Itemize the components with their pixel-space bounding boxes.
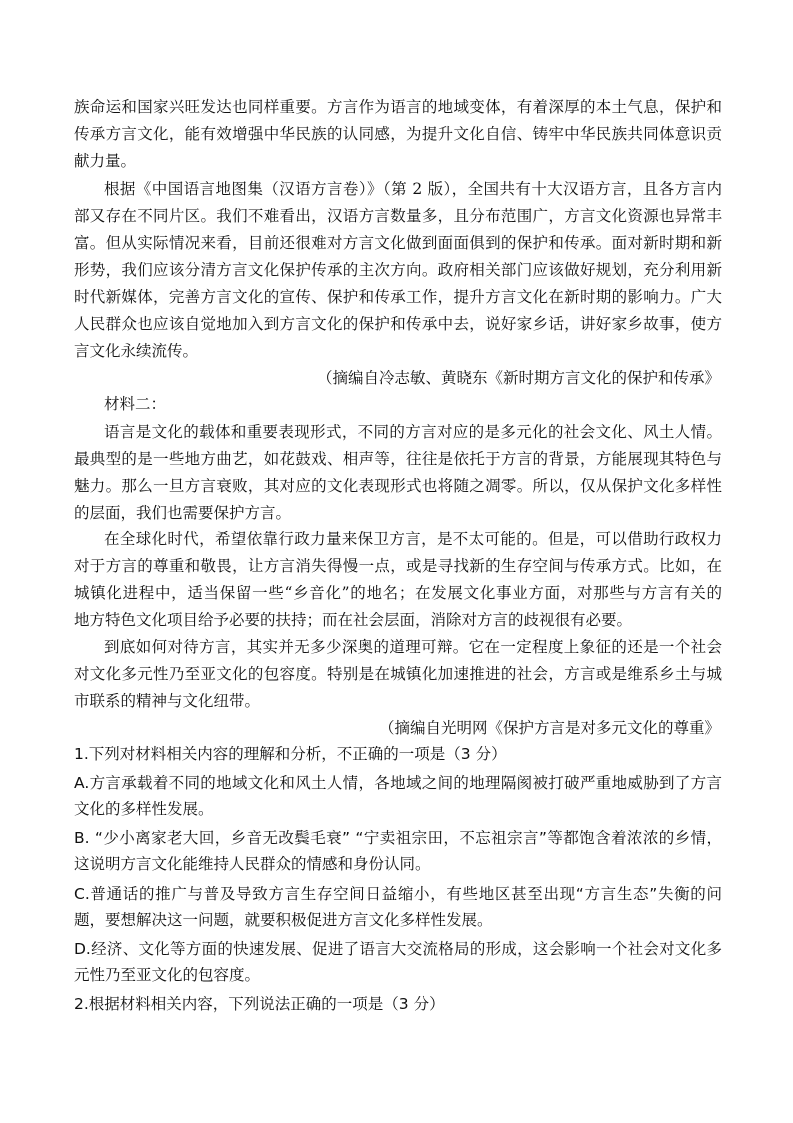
paragraph-line: 对文化多元性乃至亚文化的包容度。特别是在城镇化加速推进的社会，方言或是维系乡土与城: [74, 665, 722, 683]
option-a-continued: 文化的多样性发展。: [74, 800, 214, 818]
paragraph-line: 时代新媒体，完善方言文化的宣传、保护和传承工作，提升方言文化在新时期的影响力。广大: [74, 288, 722, 306]
paragraph-line: 魅力。那么一旦方言衰败，其对应的文化表现形式也将随之凋零。所以，仅从保护文化多样性: [74, 477, 722, 495]
paragraph-line: 根据《中国语言地图集（汉语方言卷）》（第 2 版），全国共有十大汉语方言，且各方言内: [104, 180, 722, 198]
option-b: B. “少小离家老大回，乡音无改鬓毛衰” “宁卖祖宗田，不忘祖宗言”等都饱含着浓浓的乡情，: [74, 829, 722, 847]
option-c: C.普通话的推广与普及导致方言生存空间日益缩小，有些地区甚至出现“方言生态”失衡的问: [74, 885, 722, 903]
paragraph-line: 献力量。: [74, 152, 137, 170]
material-label: 材料二：: [104, 395, 167, 413]
paragraph-line: 部又存在不同片区。我们不难看出，汉语方言数量多，且分布范围广，方言文化资源也异常丰: [74, 207, 722, 225]
option-d: D.经济、文化等方面的快速发展、促进了语言大交流格局的形成，这会影响一个社会对文化多: [74, 940, 722, 958]
paragraph-line: 传承方言文化，能有效增强中华民族的认同感，为提升文化自信、铸牢中华民族共同体意识贡: [74, 125, 722, 143]
option-a: A.方言承载着不同的地域文化和风土人情，各地域之间的地理隔阂被打破严重地威胁到了方言: [74, 774, 722, 792]
paragraph-line: 语言是文化的载体和重要表现形式，不同的方言对应的是多元化的社会文化、风土人情。: [104, 423, 722, 441]
paragraph-line: 形势，我们应该分清方言文化保护传承的主次方向。政府相关部门应该做好规划，充分利用新: [74, 261, 722, 279]
paragraph-line: 在全球化时代，希望依靠行政力量来保卫方言，是不太可能的。但是，可以借助行政权力: [104, 530, 722, 548]
paragraph-line: 最典型的是一些地方曲艺，如花鼓戏、相声等，往往是依托于方言的背景，方能展现其特色与: [74, 450, 722, 468]
question-stem: 2.根据材料相关内容，下列说法正确的一项是（3 分）: [74, 995, 445, 1013]
option-d-continued: 元性乃至亚文化的包容度。: [74, 966, 261, 984]
paragraph-line: 城镇化进程中，适当保留一些“乡音化”的地名；在发展文化事业方面，对那些与方言有关的: [74, 584, 722, 602]
paragraph-line: 市联系的精神与文化纽带。: [74, 692, 261, 710]
option-c-continued: 题，要想解决这一问题，就要积极促进方言文化多样性发展。: [74, 911, 493, 929]
paragraph-line: 地方特色文化项目给予必要的扶持；而在社会层面，消除对方言的歧视很有必要。: [74, 611, 633, 629]
paragraph-line: 到底如何对待方言，其实并无多少深奥的道理可辩。它在一定程度上象征的还是一个社会: [104, 638, 722, 656]
paragraph-line: 对于方言的尊重和敬畏，让方言消失得慢一点，或是寻找新的生存空间与传承方式。比如，在: [74, 557, 722, 575]
source-citation: （摘编自光明网《保护方言是对多元文化的尊重》: [378, 719, 720, 737]
option-b-continued: 这说明方言文化能维持人民群众的情感和身份认同。: [74, 855, 431, 873]
paragraph-line: 的层面，我们也需要保护方言。: [74, 504, 292, 522]
paragraph-line: 人民群众也应该自觉地加入到方言文化的保护和传承中去，说好家乡话，讲好家乡故事，使方: [74, 315, 722, 333]
source-citation: （摘编自冷志敏、黄晓东《新时期方言文化的保护和传承》: [316, 369, 720, 387]
paragraph-line: 言文化永续流传。: [74, 342, 199, 360]
paragraph-line: 富。但从实际情况来看，目前还很难对方言文化做到面面俱到的保护和传承。面对新时期和新: [74, 234, 722, 252]
question-stem: 1.下列对材料相关内容的理解和分析，不正确的一项是（3 分）: [74, 745, 507, 763]
paragraph-line: 族命运和国家兴旺发达也同样重要。方言作为语言的地域变体，有着深厚的本土气息，保护和: [74, 98, 722, 116]
